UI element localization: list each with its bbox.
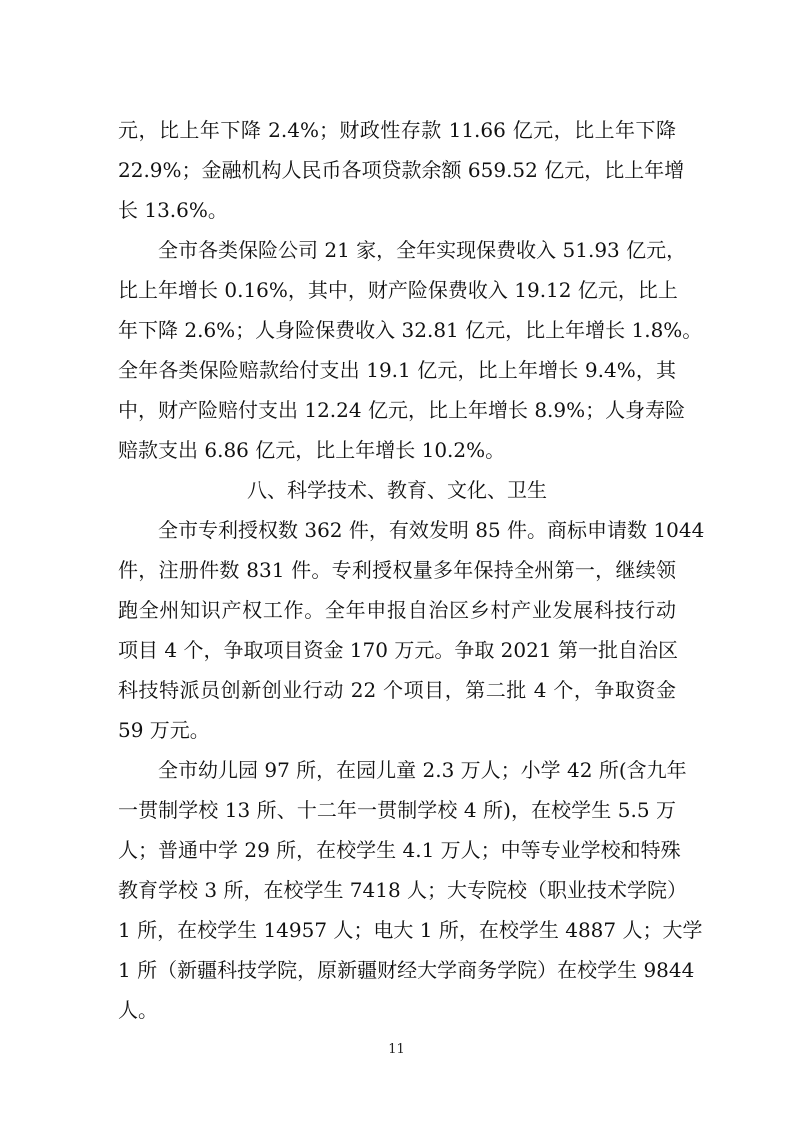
- paragraph-start: 全市幼儿园 97 所，在园儿童 2.3 万人；小学 42 所(含九年: [158, 758, 687, 782]
- text-line: 年下降 2.6%；人身险保费收入 32.81 亿元，比上年增长 1.8%。: [118, 318, 703, 342]
- section-heading: 八、科学技术、教育、文化、卫生: [247, 478, 547, 502]
- text-line: 件，注册件数 831 件。专利授权量多年保持全州第一，继续领: [118, 558, 676, 582]
- text-line: 科技特派员创新创业行动 22 个项目，第二批 4 个，争取资金: [118, 678, 676, 702]
- text-line: 人。: [118, 998, 158, 1022]
- text-line: 跑全州知识产权工作。全年申报自治区乡村产业发展科技行动: [118, 598, 676, 622]
- text-line: 全年各类保险赔款给付支出 19.1 亿元，比上年增长 9.4%，其: [118, 358, 676, 382]
- text-line: 22.9%；金融机构人民币各项贷款余额 659.52 亿元，比上年增: [118, 158, 685, 182]
- text-line: 长 13.6%。: [118, 198, 228, 222]
- text-line: 赔款支出 6.86 亿元，比上年增长 10.2%。: [118, 438, 506, 462]
- body-text: [118, 110, 705, 1030]
- text-line: 教育学校 3 所，在校学生 7418 人；大专院校（职业技术学院）: [118, 878, 688, 902]
- text-line: 59 万元。: [118, 718, 210, 742]
- text-line: 1 所（新疆科技学院，原新疆财经大学商务学院）在校学生 9844: [118, 958, 695, 982]
- text-line: 一贯制学校 13 所、十二年一贯制学校 4 所)，在校学生 5.5 万: [118, 798, 676, 822]
- page-number: 11: [388, 1042, 405, 1057]
- paragraph-start: 全市专利授权数 362 件，有效发明 85 件。商标申请数 1044: [158, 518, 705, 542]
- text-line: 元，比上年下降 2.4%；财政性存款 11.66 亿元，比上年下降: [118, 118, 676, 142]
- text-line: 中，财产险赔付支出 12.24 亿元，比上年增长 8.9%；人身寿险: [118, 398, 686, 422]
- text-line: 人；普通中学 29 所，在校学生 4.1 万人；中等专业学校和特殊: [118, 838, 681, 862]
- text-line: 比上年增长 0.16%，其中，财产险保费收入 19.12 亿元，比上: [118, 278, 678, 302]
- text-line: 项目 4 个，争取项目资金 170 万元。争取 2021 第一批自治区: [118, 638, 678, 662]
- text-line: 1 所，在校学生 14957 人；电大 1 所，在校学生 4887 人；大学: [118, 918, 703, 942]
- paragraph-start: 全市各类保险公司 21 家，全年实现保费收入 51.93 亿元，: [158, 238, 687, 262]
